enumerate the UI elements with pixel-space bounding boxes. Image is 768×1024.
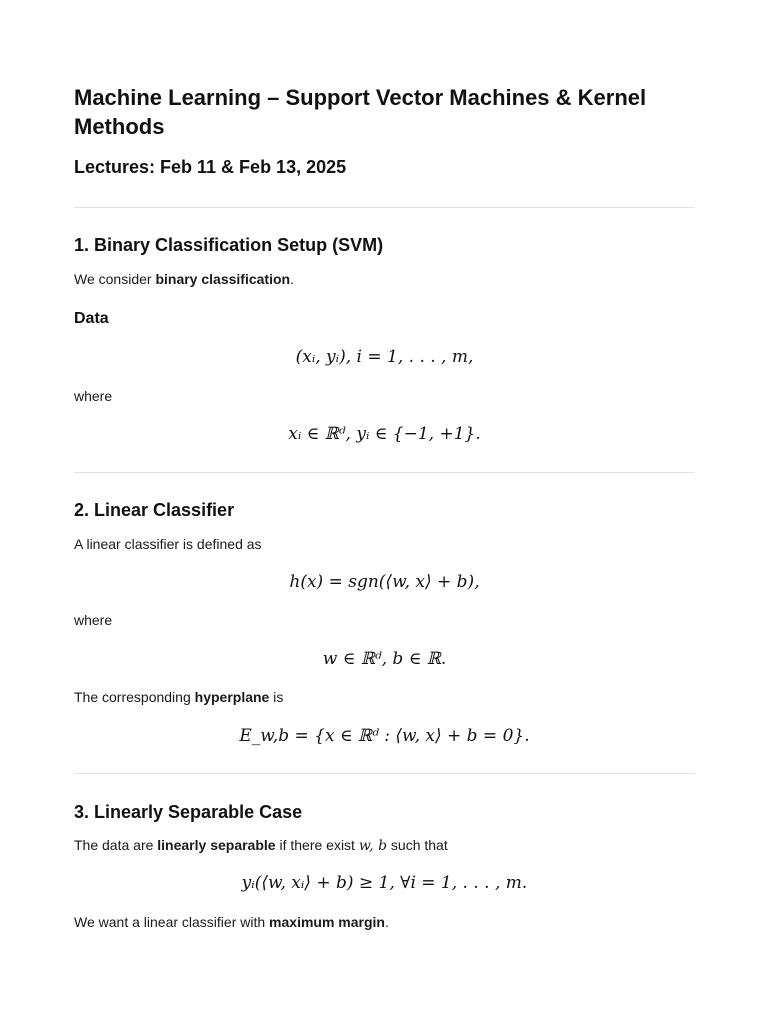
section-1-intro: We consider binary classification.: [74, 271, 294, 287]
where-text: where: [74, 612, 113, 628]
equation-hyperplane: E_w,b = {x ∈ ℝᵈ : ⟨w, x⟩ + b = 0}.: [239, 726, 530, 746]
equation-domains: xᵢ ∈ ℝᵈ, yᵢ ∈ {−1, +1}.: [288, 424, 481, 444]
page-title: Machine Learning – Support Vector Machines & Kernel Methods: [74, 85, 647, 139]
page-subtitle: Lectures: Feb 11 & Feb 13, 2025: [74, 157, 347, 177]
equation-separability: yᵢ(⟨w, xᵢ⟩ + b) ≥ 1, ∀i = 1, . . . , m.: [241, 873, 528, 893]
equation-linear-classifier: h(x) = sgn(⟨w, x⟩ + b),: [289, 572, 480, 592]
hyperplane-intro: The corresponding hyperplane is: [74, 689, 284, 705]
section-1-heading: 1. Binary Classification Setup (SVM): [74, 235, 384, 255]
data-heading: Data: [74, 310, 109, 327]
max-margin-goal: We want a linear classifier with maximum margin.: [74, 914, 389, 930]
divider: [74, 207, 695, 208]
divider: [74, 773, 695, 774]
where-text: where: [74, 388, 113, 404]
section-3-intro: The data are linearly separable if there exist w, b such that: [74, 837, 448, 854]
equation-data-pairs: (xᵢ, yᵢ), i = 1, . . . , m,: [295, 347, 474, 367]
divider: [74, 472, 695, 473]
section-2-heading: 2. Linear Classifier: [74, 500, 235, 520]
equation-parameters: w ∈ ℝᵈ, b ∈ ℝ.: [322, 649, 447, 669]
section-2-intro: A linear classifier is defined as: [74, 536, 262, 552]
section-3-heading: 3. Linearly Separable Case: [74, 802, 303, 822]
